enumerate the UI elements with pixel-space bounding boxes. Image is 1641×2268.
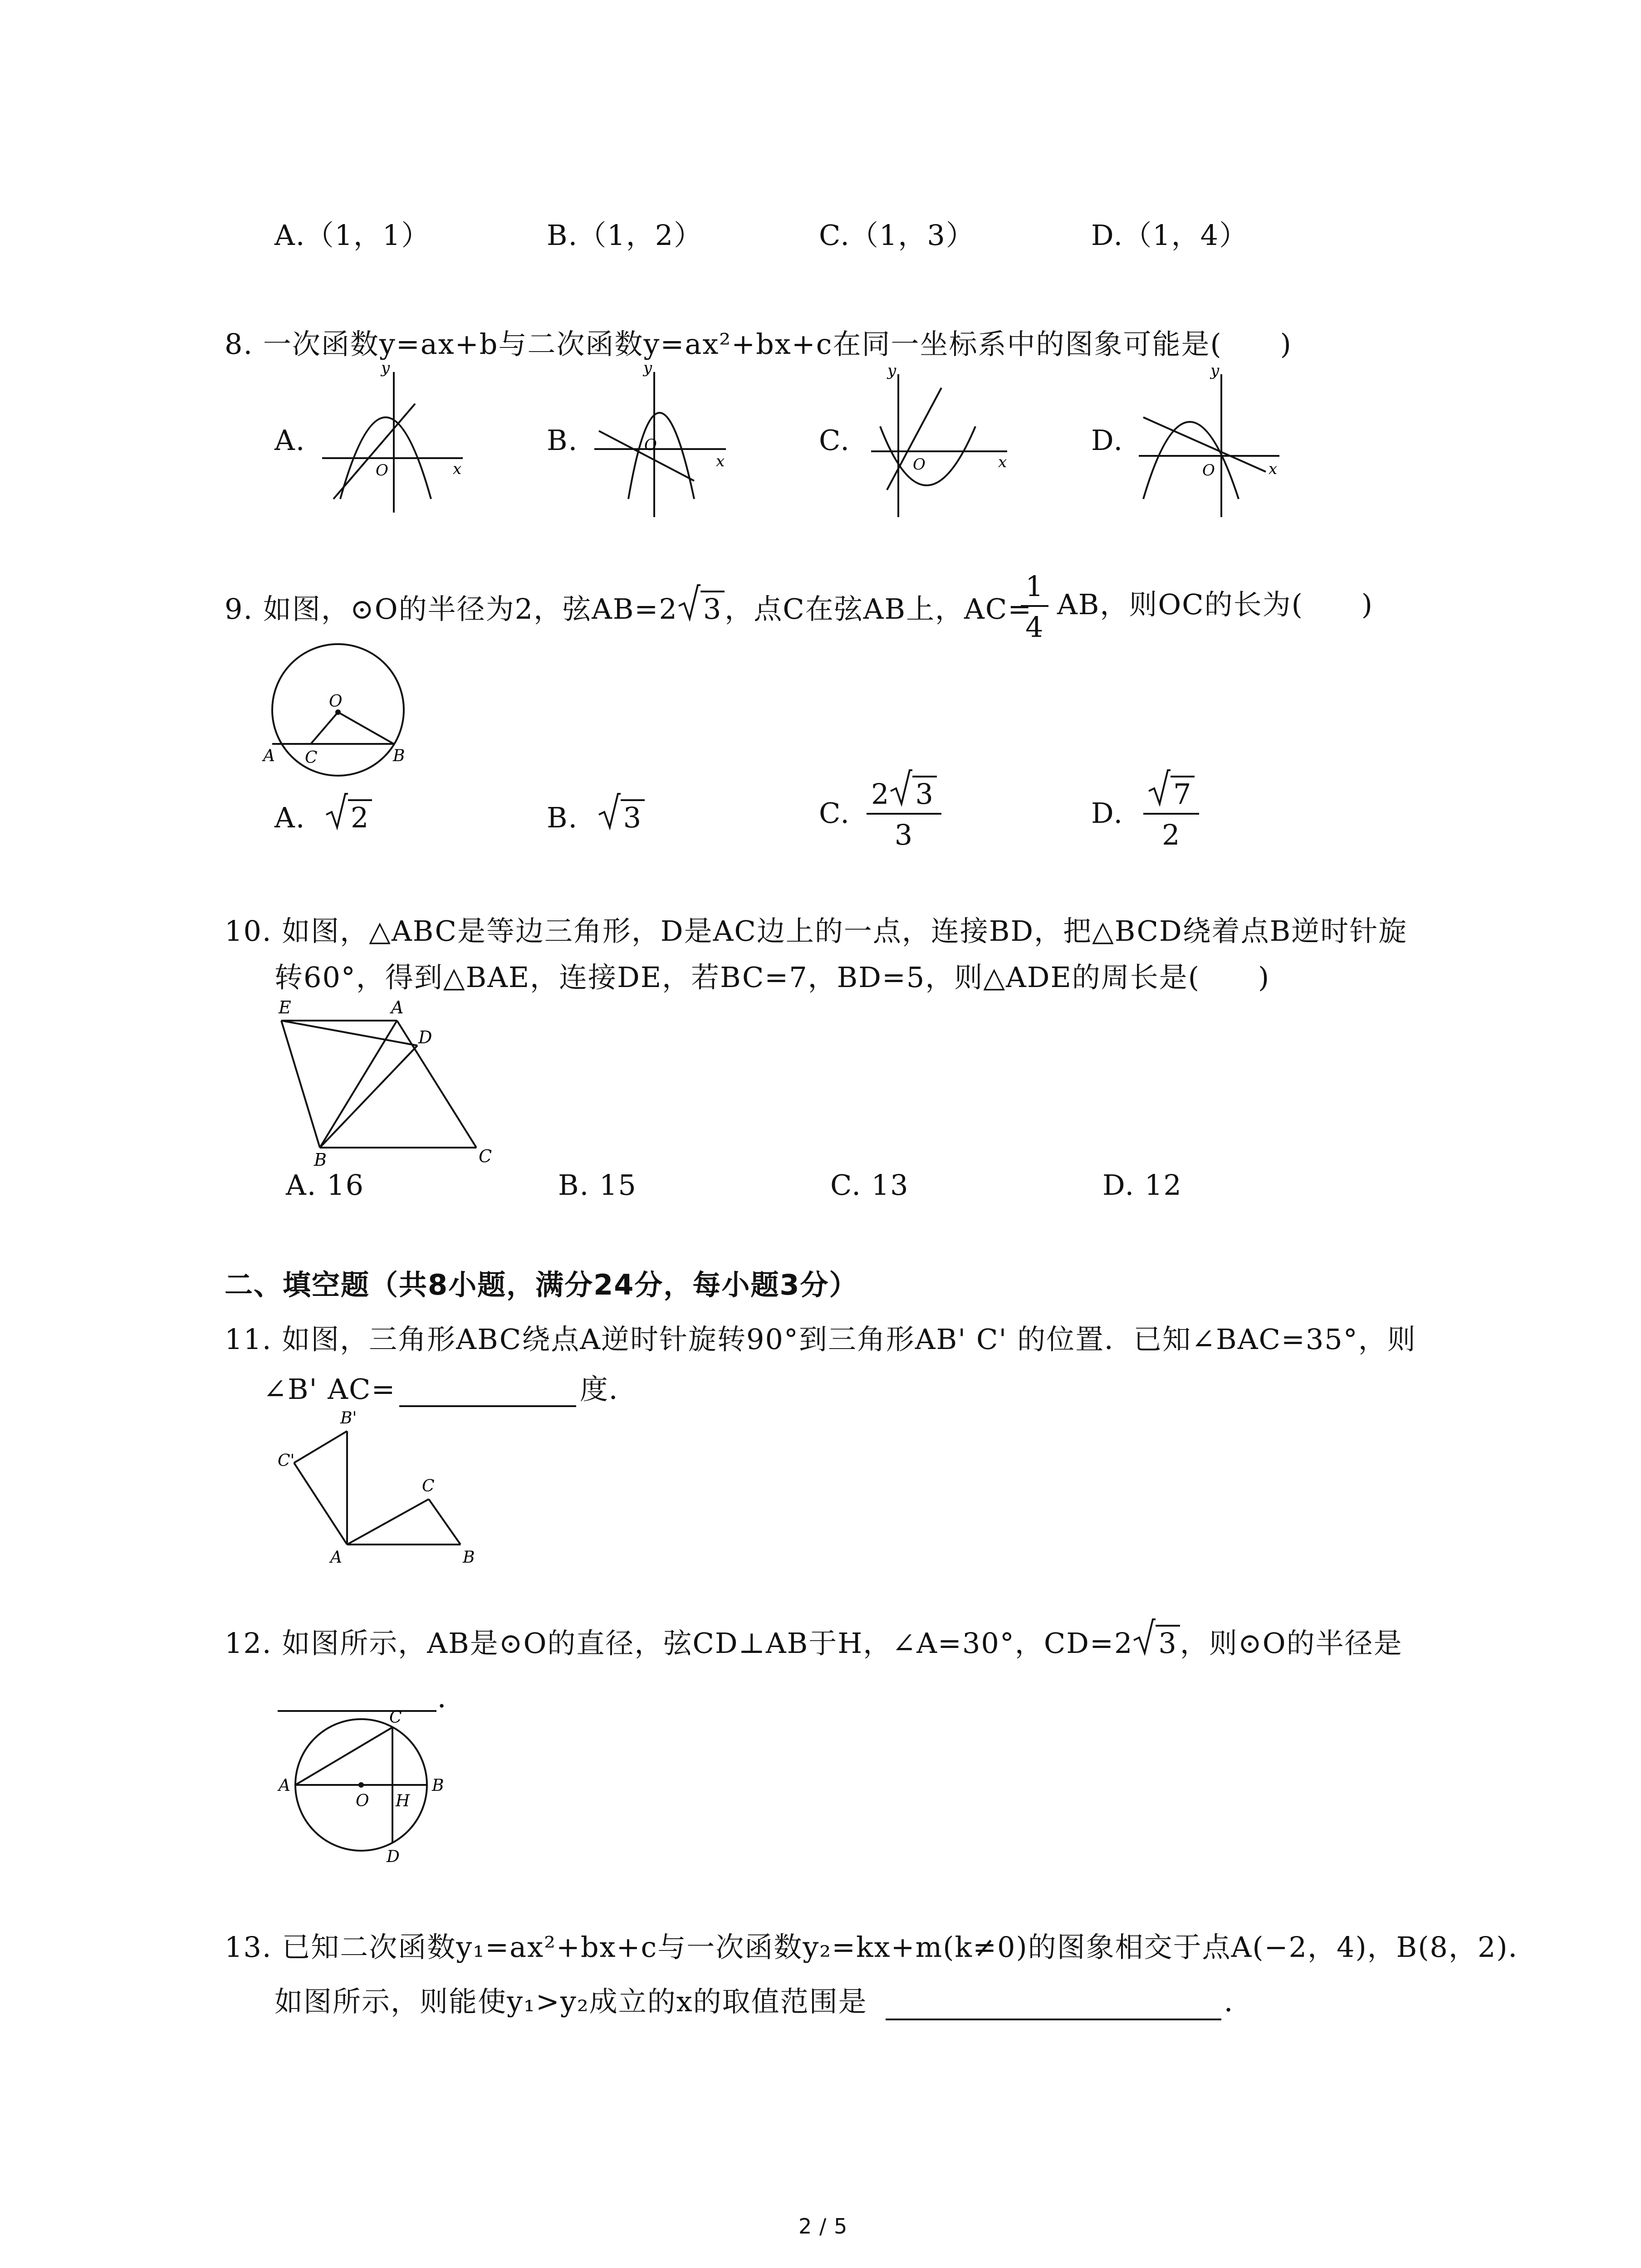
q10-label-b: B (314, 1150, 327, 1170)
q9-label-b: B (393, 747, 405, 765)
q12-label-h: H (396, 1792, 410, 1810)
q11-label-b: B (463, 1548, 475, 1567)
q8-option-a-label: A. (274, 424, 306, 457)
q8-option-b-label: B. (547, 424, 578, 457)
section-2-title: 二、填空题（共8小题，满分24分，每小题3分） (225, 1268, 858, 1301)
q9-option-a: A. 2 (274, 799, 372, 832)
q11-stem-line1: 11. 如图，三角形ABC绕点A逆时针旋转90°到三角形AB' C' 的位置．已知∠BAC=35°，则 (225, 1323, 1416, 1356)
q8-graph-d (1134, 363, 1288, 517)
q12-label-a: A (279, 1776, 290, 1795)
q13-stem-line1: 13. 已知二次函数y₁=ax²+bx+c与一次函数y₂=kx+m(k≠0)的图象相交于点A(−2，4)，B(8，2)． (225, 1931, 1538, 1964)
q8-graph-a (318, 359, 472, 517)
q10-label-e: E (279, 997, 291, 1017)
q9-circle-figure (263, 644, 413, 776)
q8-option-d-label: D. (1091, 424, 1124, 457)
q10-label-a: A (391, 997, 404, 1017)
q9-label-o: O (329, 692, 343, 711)
q10-triangle-figure (272, 997, 499, 1170)
q8-stem: 8. 一次函数y=ax+b与二次函数y=ax²+bx+c在同一坐标系中的图象可能是( ) (225, 327, 1292, 361)
q9-stem-part2: AB，则OC的长为( ) (1057, 588, 1373, 621)
q10-option-a: A. 16 (286, 1168, 365, 1202)
q11-stem-line2-a: ∠B' AC= (263, 1373, 396, 1406)
q10-option-b: B. 15 (558, 1168, 637, 1202)
q8-option-c-label: C. (819, 424, 850, 457)
q11-rotation-figure (272, 1406, 490, 1574)
q8-graph-b (590, 359, 744, 517)
q9-stem-fraction: $\frac{1}{4}$ (1021, 572, 1048, 641)
q8-graph-c (862, 363, 1016, 517)
q12-circle-figure (272, 1706, 463, 1869)
q13-answer-blank[interactable] (886, 2019, 1221, 2020)
q11-label-b-prime: B' (340, 1409, 357, 1427)
q8-a-y-label: y (381, 359, 390, 377)
q9-option-d-label: D. (1091, 797, 1124, 830)
q12-label-o: O (356, 1792, 369, 1810)
q12-label-c: C (389, 1708, 402, 1727)
q9-option-c-fraction: 2 3 3 (867, 776, 941, 849)
q10-label-c: C (479, 1146, 492, 1166)
q10-stem-line2: 转60°，得到△BAE，连接DE，若BC=7，BD=5，则△ADE的周长是( ) (274, 961, 1270, 994)
q10-option-c: C. 13 (830, 1168, 909, 1202)
q12-stem-line1: 12. 如图所示，AB是⊙O的直径，弦CD⊥AB于H，∠A=30°，CD=2 3，则⊙O的半径是 (225, 1625, 1403, 1657)
q8-c-y-label: y (887, 362, 896, 380)
q12-label-b: B (432, 1776, 444, 1795)
q7-option-a: A.（1，1） (274, 219, 431, 252)
q9-stem-sqrt: 3 (678, 591, 725, 623)
q9-stem-part1: 9. 如图，⊙O的半径为2，弦AB=2 3，点C在弦AB上，AC= (225, 591, 1032, 623)
q8-a-origin-label: O (376, 461, 388, 479)
q10-stem-line1: 10. 如图，△ABC是等边三角形，D是AC边上的一点，连接BD，把△BCD绕着点B逆时针旋 (225, 914, 1408, 948)
q9-label-a: A (263, 747, 275, 765)
q12-stem-line2-end: ． (437, 1681, 467, 1714)
q8-d-y-label: y (1210, 362, 1220, 380)
q10-label-d: D (418, 1027, 432, 1047)
q8-b-y-label: y (643, 359, 652, 377)
q9-label-c: C (305, 748, 318, 767)
q8-b-x-label: x (716, 452, 725, 470)
q9-option-c-label: C. (819, 797, 850, 830)
q8-d-origin-label: O (1202, 461, 1215, 479)
q11-label-c-prime: C' (278, 1452, 295, 1470)
q11-stem-line2-b: 度． (580, 1373, 638, 1406)
q8-c-origin-label: O (913, 455, 926, 474)
q13-stem-line2-end: ． (1224, 1985, 1254, 2018)
q11-label-c: C (422, 1477, 435, 1496)
q9-option-b: B. 3 (547, 799, 645, 832)
q11-label-a: A (330, 1548, 342, 1567)
q12-label-d: D (387, 1848, 400, 1866)
q7-option-c: C.（1，3） (819, 219, 975, 252)
q9-option-d-fraction: $\frac{7}{2}$ (1143, 776, 1199, 849)
q7-option-b: B.（1，2） (547, 219, 703, 252)
q8-a-x-label: x (453, 460, 462, 478)
page-number: 2 / 5 (798, 2214, 848, 2239)
q8-c-x-label: x (998, 453, 1007, 471)
q8-d-x-label: x (1269, 460, 1278, 478)
q13-stem-line2-a: 如图所示，则能使y₁>y₂成立的x的取值范围是 (274, 1985, 867, 2018)
q10-option-d: D. 12 (1102, 1168, 1182, 1202)
q7-option-d: D.（1，4） (1091, 219, 1249, 252)
q8-b-origin-label: O (644, 436, 657, 454)
